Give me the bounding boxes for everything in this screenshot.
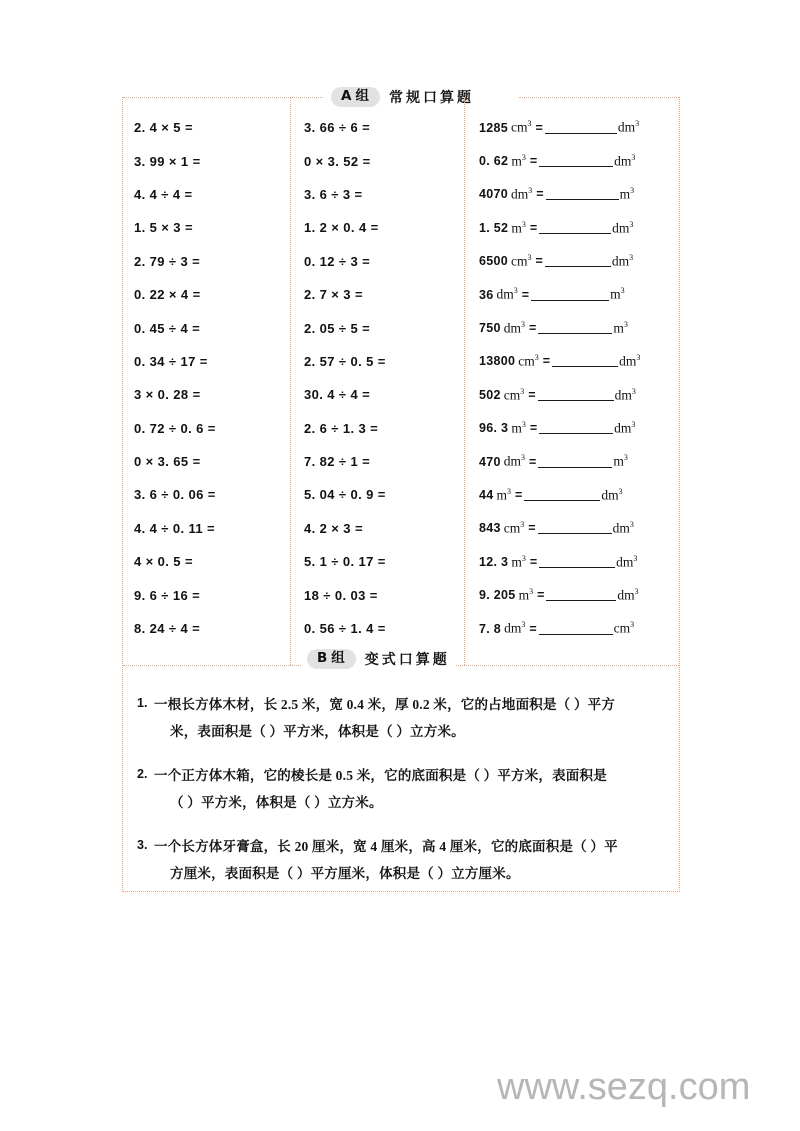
arithmetic-problem: 2. 05 ÷ 5 = <box>304 320 371 336</box>
conversion-to-unit: $dm^3$ <box>612 520 634 536</box>
conversion-value: 470 <box>479 454 501 469</box>
word-problem-number: 3. <box>137 838 148 852</box>
conversion-to-unit: $dm^3$ <box>616 553 638 570</box>
answer-blank[interactable] <box>546 589 616 601</box>
equals-sign: = <box>536 187 544 202</box>
arithmetic-problem: 8. 24 ÷ 4 = <box>134 621 201 637</box>
equals-sign: = <box>535 120 543 135</box>
arithmetic-problem: 0 × 3. 52 = <box>304 153 371 169</box>
equals-sign: = <box>528 387 536 402</box>
word-problem-line: 方厘米，表面积是（ ）平方厘米，体积是（ ）立方厘米。 <box>170 866 520 881</box>
unit-conversion-problem <box>479 311 679 344</box>
answer-blank[interactable] <box>538 522 612 534</box>
conversion-to-unit: $m^3$ <box>619 186 635 202</box>
equals-sign: = <box>535 254 543 269</box>
conversion-value: 843 <box>479 521 501 536</box>
equals-sign: = <box>529 220 538 235</box>
conversion-from-unit: $m^3$ <box>511 152 526 169</box>
section-b-badge <box>307 649 356 669</box>
conversion-from-unit: $dm^3$ <box>496 286 518 302</box>
arithmetic-problem: 2. 79 ÷ 3 = <box>134 253 201 269</box>
answer-blank[interactable] <box>539 422 613 434</box>
unit-conversion-problem <box>479 111 679 144</box>
arithmetic-problem: 3. 66 ÷ 6 = <box>304 120 371 136</box>
answer-blank[interactable] <box>545 122 617 134</box>
conversion-to-unit: $dm^3$ <box>619 353 641 369</box>
unit-conversion-problem <box>479 578 679 611</box>
conversion-to-unit: $cm^3$ <box>613 620 635 636</box>
section-b-title: 变式口算题 <box>364 651 450 667</box>
arithmetic-problem: 4. 4 ÷ 0. 11 = <box>134 520 216 536</box>
section-a-badge-letter: A <box>341 88 353 105</box>
answer-blank[interactable] <box>539 556 615 568</box>
arithmetic-problem: 3. 99 × 1 = <box>134 153 201 169</box>
equals-sign: = <box>537 588 545 603</box>
arithmetic-problem: 4. 2 × 3 = <box>304 520 363 536</box>
arithmetic-problem: 1. 2 × 0. 4 = <box>304 220 379 236</box>
arithmetic-problem: 0. 34 ÷ 17 = <box>134 353 208 369</box>
conversion-value: 4070 <box>479 187 509 202</box>
arithmetic-problem: 2. 7 × 3 = <box>304 287 363 303</box>
unit-conversion-problem <box>479 278 679 311</box>
conversion-value: 7. 8 <box>479 621 502 636</box>
arithmetic-problem: 0 × 3. 65 = <box>134 454 201 470</box>
section-a-badge-suffix: 组 <box>355 88 370 104</box>
problem-column-1 <box>123 97 291 665</box>
section-b-badge-letter: B <box>317 650 329 667</box>
unit-conversion-problem <box>479 245 679 278</box>
answer-blank[interactable] <box>538 389 614 401</box>
conversion-to-unit: $m^3$ <box>613 319 628 336</box>
equals-sign: = <box>529 621 537 636</box>
conversion-from-unit: $cm^3$ <box>518 353 539 369</box>
unit-conversion-problem <box>479 412 679 445</box>
unit-conversion-problem <box>479 211 679 244</box>
conversion-from-unit: $cm^3$ <box>503 520 525 536</box>
arithmetic-problem: 18 ÷ 0. 03 = <box>304 587 378 603</box>
section-b-badge-suffix: 组 <box>331 650 346 666</box>
arithmetic-problem: 3 × 0. 28 = <box>134 387 201 403</box>
conversion-value: 0. 62 <box>479 154 509 169</box>
arithmetic-problem: 0. 22 × 4 = <box>134 287 201 303</box>
arithmetic-problem: 4. 4 ÷ 4 = <box>134 186 193 202</box>
answer-blank[interactable] <box>546 188 619 200</box>
arithmetic-problem: 0. 72 ÷ 0. 6 = <box>134 420 216 436</box>
conversion-to-unit: $dm^3$ <box>617 119 640 135</box>
word-problem-line: 一个正方体木箱，它的棱长是 0.5 米，它的底面积是（ ）平方米，表面积是 <box>154 768 607 783</box>
arithmetic-problem: 1. 5 × 3 = <box>134 220 193 236</box>
equals-sign: = <box>529 421 538 436</box>
conversion-from-unit: $m^3$ <box>496 486 512 503</box>
answer-blank[interactable] <box>545 255 611 267</box>
conversion-to-unit: $dm^3$ <box>614 386 636 403</box>
conversion-to-unit: $dm^3$ <box>614 152 636 169</box>
equals-sign: = <box>529 454 537 469</box>
equals-sign: = <box>529 154 538 169</box>
word-problem <box>137 762 667 816</box>
word-problem-line: 一根长方体木材，长 2.5 米，宽 0.4 米，厚 0.2 米，它的占地面积是（ ）平方 <box>154 697 616 712</box>
unit-conversion-problem <box>479 345 679 378</box>
conversion-to-unit: $m^3$ <box>613 453 628 469</box>
conversion-value: 9. 205 <box>479 588 516 603</box>
section-b-header <box>301 649 456 669</box>
equals-sign: = <box>542 354 551 369</box>
conversion-from-unit: $m^3$ <box>518 586 534 603</box>
conversion-from-unit: $cm^3$ <box>511 253 532 269</box>
word-problem-number: 1. <box>137 696 148 710</box>
conversion-value: 36 <box>479 287 494 302</box>
arithmetic-problem: 2. 4 × 5 = <box>134 120 193 136</box>
conversion-from-unit: $m^3$ <box>511 553 526 570</box>
equals-sign: = <box>529 321 537 336</box>
arithmetic-problem: 5. 04 ÷ 0. 9 = <box>304 487 386 503</box>
unit-conversion-problem <box>479 478 679 511</box>
conversion-to-unit: $dm^3$ <box>614 419 636 436</box>
conversion-from-unit: $dm^3$ <box>503 453 526 469</box>
answer-blank[interactable] <box>539 623 613 635</box>
arithmetic-problem: 2. 6 ÷ 1. 3 = <box>304 420 379 436</box>
conversion-value: 12. 3 <box>479 554 509 569</box>
site-watermark: www.sezq.com <box>497 1066 751 1108</box>
conversion-from-unit: $dm^3$ <box>511 186 533 202</box>
conversion-value: 750 <box>479 321 501 336</box>
unit-conversion-problem <box>479 612 679 645</box>
problem-column-2 <box>291 97 465 665</box>
conversion-from-unit: $cm^3$ <box>511 119 532 135</box>
equals-sign: = <box>515 487 523 502</box>
unit-conversion-problem <box>479 445 679 478</box>
word-problem-line: 米，表面积是（ ）平方米，体积是（ ）立方米。 <box>170 724 465 739</box>
conversion-to-unit: $dm^3$ <box>617 586 639 603</box>
section-a-body <box>123 97 679 665</box>
arithmetic-problem: 0. 12 ÷ 3 = <box>304 253 371 269</box>
answer-blank[interactable] <box>539 155 613 167</box>
section-b-body <box>123 677 679 904</box>
arithmetic-problem: 5. 1 ÷ 0. 17 = <box>304 554 386 570</box>
word-problem <box>137 691 667 745</box>
arithmetic-problem: 2. 57 ÷ 0. 5 = <box>304 353 386 369</box>
arithmetic-problem: 3. 6 ÷ 0. 06 = <box>134 487 216 503</box>
unit-conversion-problem <box>479 144 679 177</box>
conversion-value: 6500 <box>479 254 509 269</box>
conversion-to-unit: $dm^3$ <box>612 219 634 236</box>
unit-conversion-problem <box>479 512 679 545</box>
equals-sign: = <box>521 287 530 302</box>
answer-blank[interactable] <box>539 222 611 234</box>
conversion-value: 96. 3 <box>479 421 509 436</box>
conversion-to-unit: $m^3$ <box>610 286 625 302</box>
arithmetic-problem: 30. 4 ÷ 4 = <box>304 387 371 403</box>
equals-sign: = <box>528 521 536 536</box>
answer-blank[interactable] <box>538 322 612 334</box>
unit-conversion-problem <box>479 545 679 578</box>
answer-blank[interactable] <box>552 355 618 367</box>
equals-sign: = <box>529 554 538 569</box>
conversion-from-unit: $dm^3$ <box>503 319 526 336</box>
conversion-value: 44 <box>479 487 494 502</box>
word-problem-text <box>154 691 667 745</box>
word-problem-number: 2. <box>137 767 148 781</box>
conversion-from-unit: $m^3$ <box>511 419 526 436</box>
conversion-from-unit: $dm^3$ <box>504 620 526 636</box>
arithmetic-problem: 9. 6 ÷ 16 = <box>134 587 201 603</box>
answer-blank[interactable] <box>538 456 612 468</box>
conversion-to-unit: $dm^3$ <box>601 486 623 503</box>
conversion-from-unit: $cm^3$ <box>503 386 525 403</box>
word-problem-line: （ ）平方米，体积是（ ）立方米。 <box>170 795 383 810</box>
unit-conversion-problem <box>479 378 679 411</box>
conversion-value: 13800 <box>479 354 516 369</box>
arithmetic-problem: 0. 45 ÷ 4 = <box>134 320 201 336</box>
word-problem <box>137 833 667 887</box>
word-problem-text <box>154 833 667 887</box>
conversion-value: 1285 <box>479 120 509 135</box>
answer-blank[interactable] <box>524 489 600 501</box>
word-problem-text <box>154 762 667 816</box>
problem-column-3 <box>465 97 679 665</box>
unit-conversion-problem <box>479 178 679 211</box>
worksheet-frame <box>122 88 680 892</box>
arithmetic-problem: 3. 6 ÷ 3 = <box>304 186 363 202</box>
word-problem-line: 一个长方体牙膏盒，长 20 厘米，宽 4 厘米，高 4 厘米，它的底面积是（ ）平 <box>154 839 618 854</box>
conversion-from-unit: $m^3$ <box>511 219 526 236</box>
answer-blank[interactable] <box>531 289 609 301</box>
conversion-value: 502 <box>479 387 501 402</box>
arithmetic-problem: 4 × 0. 5 = <box>134 554 193 570</box>
arithmetic-problem: 7. 82 ÷ 1 = <box>304 454 371 470</box>
conversion-to-unit: $dm^3$ <box>611 253 634 269</box>
conversion-value: 1. 52 <box>479 220 509 235</box>
arithmetic-problem: 0. 56 ÷ 1. 4 = <box>304 621 386 637</box>
section-a-title: 常规口算题 <box>388 89 474 105</box>
